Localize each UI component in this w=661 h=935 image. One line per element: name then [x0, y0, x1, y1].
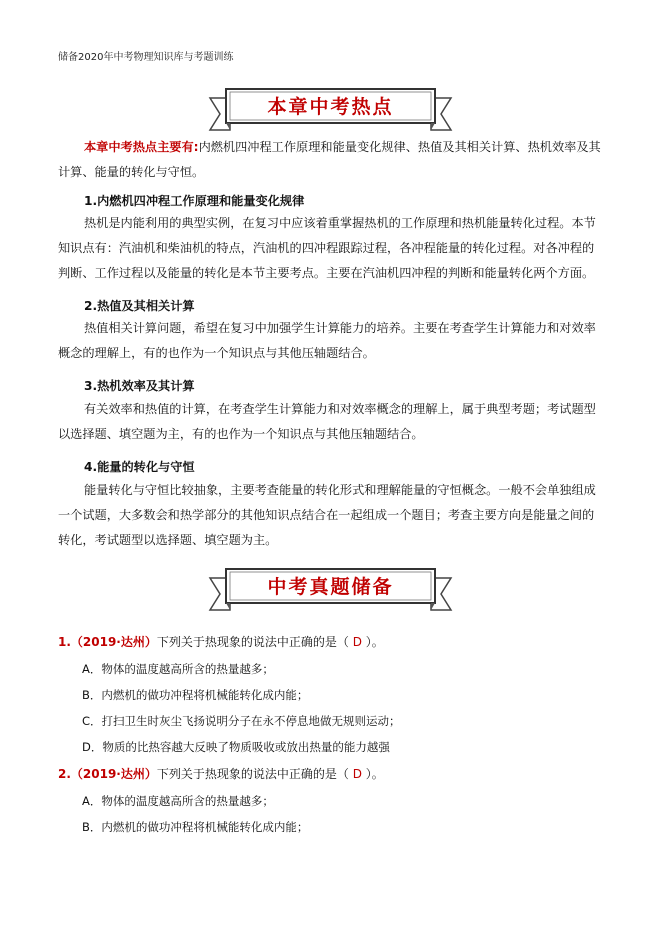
question-answer: D	[352, 767, 362, 781]
section-body: 能量转化与守恒比较抽象，主要考查能量的转化形式和理解能量的守恒概念。一般不会单独组成一个试题，大多数会和热学部分的其他知识点结合在一起组成一个题目；考查主要方向是能量之间的转化，考试题型以选择题、填空题为主。	[58, 483, 596, 547]
question-text-end: ）。	[365, 767, 384, 781]
question-number: 2.（2019·达州）	[58, 767, 157, 781]
intro-text: 内燃机四冲程工作原理和能量变化规律、热值及其相关计算、热机效率及其计算、能量的转化与守恒。	[58, 140, 601, 179]
banner-title: 本章中考热点	[267, 96, 394, 118]
question-answer: D	[352, 635, 362, 649]
section-body: 热值相关计算问题，希望在复习中加强学生计算能力的培养。主要在考查学生计算能力和对效率概念的理解上，有的也作为一个知识点与其他压轴题结合。	[58, 321, 596, 360]
question-option: B．内燃机的做功冲程将机械能转化成内能；	[82, 688, 309, 702]
question-stem	[58, 765, 384, 782]
question-number: 1.（2019·达州）	[58, 635, 157, 649]
question-text: 下列关于热现象的说法中正确的是（	[156, 635, 349, 649]
section-banner-hotspots	[208, 86, 453, 132]
section-heading: 4.能量的转化与守恒	[84, 460, 195, 474]
section-heading: 2.热值及其相关计算	[84, 299, 195, 313]
section-body: 有关效率和热值的计算，在考查学生计算能力和对效率概念的理解上，属于典型考题；考试题型以选择题、填空题为主，有的也作为一个知识点与其他压轴题结合。	[58, 402, 596, 441]
question-option: A．物体的温度越高所含的热量越多；	[82, 794, 274, 808]
banner-title: 中考真题储备	[267, 576, 394, 598]
question-option: D．物质的比热容越大反映了物质吸收或放出热量的能力越强	[82, 740, 390, 754]
intro-lead: 本章中考热点主要有:	[84, 140, 199, 154]
question-option: C．打扫卫生时灰尘飞扬说明分子在永不停息地做无规则运动；	[82, 714, 401, 728]
section-heading: 3.热机效率及其计算	[84, 379, 195, 393]
intro-paragraph	[58, 135, 604, 185]
question-text-end: ）。	[365, 635, 384, 649]
question-text: 下列关于热现象的说法中正确的是（	[156, 767, 349, 781]
section-body: 热机是内能利用的典型实例，在复习中应该着重掌握热机的工作原理和热机能量转化过程。本节知识点有：汽油机和柴油机的特点，汽油机的四冲程跟踪过程，各冲程能量的转化过程。对各冲程的判断、工作过程以及能量的转化是本节主要考点。主要在汽油机四冲程的判断和能量转化两个方面。	[58, 216, 596, 280]
question-option: B．内燃机的做功冲程将机械能转化成内能；	[82, 820, 309, 834]
question-stem	[58, 633, 384, 650]
section-banner-exam-questions	[208, 566, 453, 612]
page-header: 储备2020年中考物理知识库与考题训练	[58, 52, 234, 63]
question-option: A．物体的温度越高所含的热量越多；	[82, 662, 274, 676]
section-heading: 1.内燃机四冲程工作原理和能量变化规律	[84, 194, 305, 208]
